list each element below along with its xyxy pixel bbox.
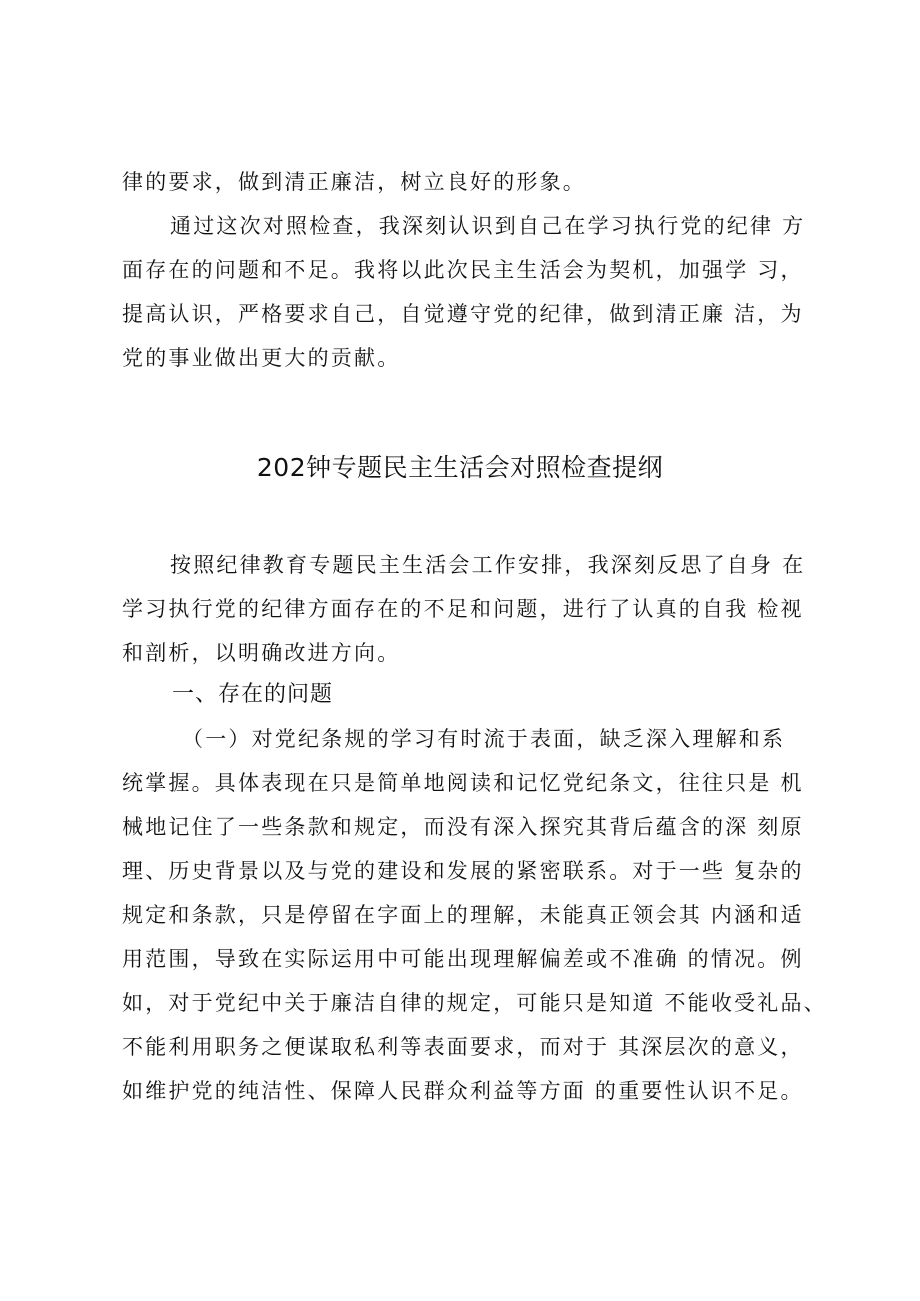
paragraph-line: 提高认识，严格要求自己，自觉遵守党的纪律，做到清正廉 洁，为 xyxy=(122,302,804,326)
intro-line: 和剖析，以明确改进方向。 xyxy=(122,641,401,665)
section-heading: 一、存在的问题 xyxy=(172,682,334,707)
document-title: 202钟专题民主生活会对照检查提纲 xyxy=(256,453,664,482)
subsection-line: 规定和条款，只是停留在字面上的理解，未能真正领会其 内涵和适 xyxy=(122,903,804,927)
subsection-line: 如，对于党纪中关于廉洁自律的规定，可能只是知道 不能收受礼品、 xyxy=(122,991,827,1015)
intro-line: 按照纪律教育专题民主生活会工作安排，我深刻反思了自身 在 xyxy=(170,553,806,577)
paragraph-line: 律的要求，做到清正廉洁，树立良好的形象。 xyxy=(122,170,586,194)
paragraph-line: 党的事业做出更大的贡献。 xyxy=(122,346,401,370)
subsection-line: 统掌握。具体表现在只是简单地阅读和记忆党纪条文，往往只是 机 xyxy=(122,771,804,795)
paragraph-line: 通过这次对照检查，我深刻认识到自己在学习执行党的纪律 方 xyxy=(170,214,806,238)
subsection-line: 用范围，导致在实际运用中可能出现理解偏差或不准确 的情况。例 xyxy=(122,947,804,971)
paragraph-line: 面存在的问题和不足。我将以此次民主生活会为契机，加强学 习， xyxy=(122,258,804,282)
subsection-line: 不能利用职务之便谋取私利等表面要求，而对于 其深层次的意义， xyxy=(122,1035,804,1059)
subsection-line: 如维护党的纯洁性、保障人民群众利益等方面 的重要性认识不足。 xyxy=(122,1079,804,1103)
intro-line: 学习执行党的纪律方面存在的不足和问题，进行了认真的自我 检视 xyxy=(122,597,804,621)
subsection-line: 械地记住了一些条款和规定，而没有深入探究其背后蕴含的深 刻原 xyxy=(122,815,804,839)
subsection-line: 理、历史背景以及与党的建设和发展的紧密联系。对于一些 复杂的 xyxy=(122,859,804,883)
subsection-line: （一）对党纪条规的学习有时流于表面，缺乏深入理解和系 xyxy=(182,727,786,751)
